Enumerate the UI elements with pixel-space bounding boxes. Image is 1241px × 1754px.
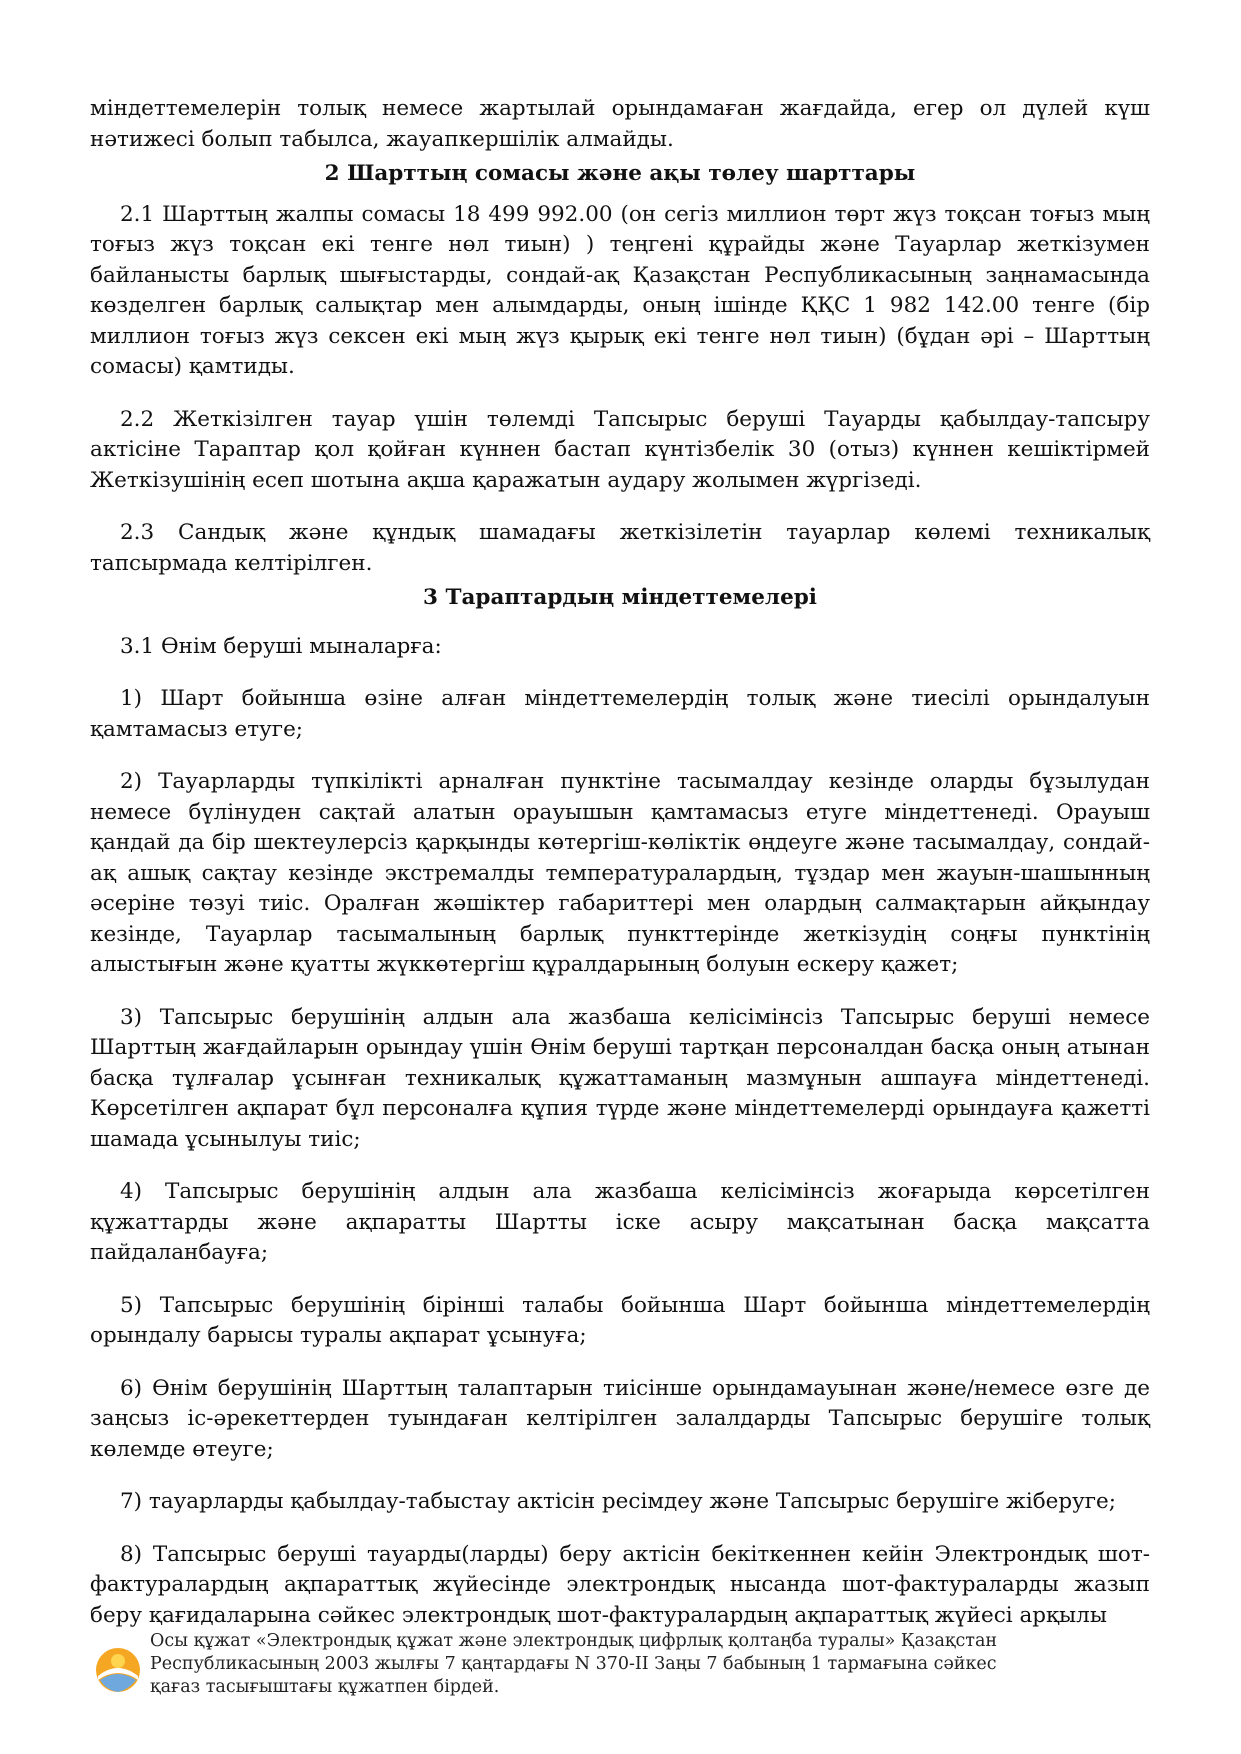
section-2-heading: 2 Шарттың сомасы және ақы төлеу шарттары <box>324 161 916 186</box>
list-item-5: 5) Тапсырыс берушінің бірінші талабы бойынша Шарт бойынша міндеттемелердің орындалу барысы туралы ақпарат ұсынуға; <box>90 1292 1150 1348</box>
clause-2-3: 2.3 Сандық және құндық шамадағы жеткізілетін тауарлар көлемі техникалық тапсырмада келтірілген. <box>90 520 1150 576</box>
section-3-heading: 3 Тараптардың міндеттемелері <box>423 585 817 610</box>
footer-legal-text: Осы құжат «Электрондық құжат және электрондық цифрлық қолтаңба туралы» Қазақстан Республикасының 2003 жылғы 7 қаңтардағы N 370-II Заңы 7 бабының 1 тармағына сәйкес қағаз тасығыштағы құжатпен бірдей. <box>150 1631 998 1697</box>
list-item-8: 8) Тапсырыс беруші тауарды(ларды) беру актісін бекіткеннен кейін Электрондық шот-фактуралардың ақпараттық жүйесінде электрондық нысанда шот-фактураларды жазып беру қағидаларына сәйкес электрондық шот-фактуралардың ақпараттық жүйесі арқылы <box>90 1541 1150 1628</box>
list-item-2: 2) Тауарларды түпкілікті арналған пунктіне тасымалдау кезінде оларды бұзылудан немесе бүлінуден сақтай алатын орауышын қамтамасыз етуге міндеттенеді. Орауыш қандай да бір шектеулерсіз қарқынды көтергіш-көліктік өңдеуге және тасымалдау, сондай-ақ ашық сақтау кезінде экстремалды температуралардың, тұздар мен жауын-шашынның әсеріне төзуі тиіс. Оралған жәшіктер габариттері мен олардың салмақтарын айқындау кезінде, Тауарлар тасымалының барлық пункттерінде жеткізудің соңғы пунктінің алыстығын және қуатты жүккөтергіш құралдарының болуын ескеру қажет; <box>90 769 1150 977</box>
list-item-3: 3) Тапсырыс берушінің алдын ала жазбаша келісімінсіз Тапсырыс беруші немесе Шарттың жағдайларын орындау үшін Өнім беруші тартқан персоналдан басқа оның атынан басқа тұлғалар ұсынған техникалық құжаттаманың мазмұнын ашпауға міндеттенеді. Көрсетілген ақпарат бұл персоналға құпия түрде және міндеттемелерді орындауға қажетті шамада ұсынылуы тиіс; <box>90 1004 1150 1152</box>
clause-3-1: 3.1 Өнім беруші мыналарға: <box>120 633 442 659</box>
legal-footer <box>92 1630 1092 1730</box>
list-item-1: 1) Шарт бойынша өзіне алған міндеттемелердің толық және тиесілі орындалуын қамтамасыз етуге; <box>90 686 1150 742</box>
list-item-4: 4) Тапсырыс берушінің алдын ала жазбаша келісімінсіз жоғарыда көрсетілген құжаттарды және ақпаратты Шартты іске асыру мақсатынан басқа мақсатта пайдаланбауға; <box>90 1179 1150 1265</box>
clause-2-2: 2.2 Жеткізілген тауар үшін төлемді Тапсырыс беруші Тауарды қабылдау-тапсыру актісіне Тараптар қол қойған күннен бастап күнтізбелік 30 (отыз) күннен кешіктірмей Жеткізушінің есеп шотына ақша қаражатын аудару жолымен жүргізеді. <box>90 406 1150 493</box>
list-item-7: 7) тауарларды қабылдау-табыстау актісін ресімдеу және Тапсырыс берушіге жіберуге; <box>120 1489 1117 1514</box>
e-gov-logo-icon <box>94 1646 142 1694</box>
list-item-6: 6) Өнім берушінің Шарттың талаптарын тиісінше орындамауынан және/немесе өзге де заңсыз іс-әрекеттерден туындаған келтірілген залалдарды Тапсырыс берушіге толық көлемде өтеуге; <box>90 1375 1150 1462</box>
paragraph-continuation: міндеттемелерін толық немесе жартылай орындамаған жағдайда, егер ол дүлей күш нәтижесі болып табылса, жауапкершілік алмайды. <box>90 96 1150 152</box>
clause-2-1: 2.1 Шарттың жалпы сомасы 18 499 992.00 (он сегіз миллион төрт жүз тоқсан тоғыз мың тоғыз жүз тоқсан екі тенге нөл тиын) ) теңгені құрайды және Тауарлар жеткізумен байланысты барлық шығыстарды, сондай-ақ Қазақстан Республикасының заңнамасында көзделген барлық салықтар мен алымдарды, оның ішінде ҚҚС 1 982 142.00 тенге (бір миллион тоғыз жүз сексен екі мың жүз қырық екі тенге нөл тиын) (бұдан әрі – Шарттың сомасы) қамтиды. <box>90 201 1150 379</box>
document-body <box>90 94 1150 1631</box>
